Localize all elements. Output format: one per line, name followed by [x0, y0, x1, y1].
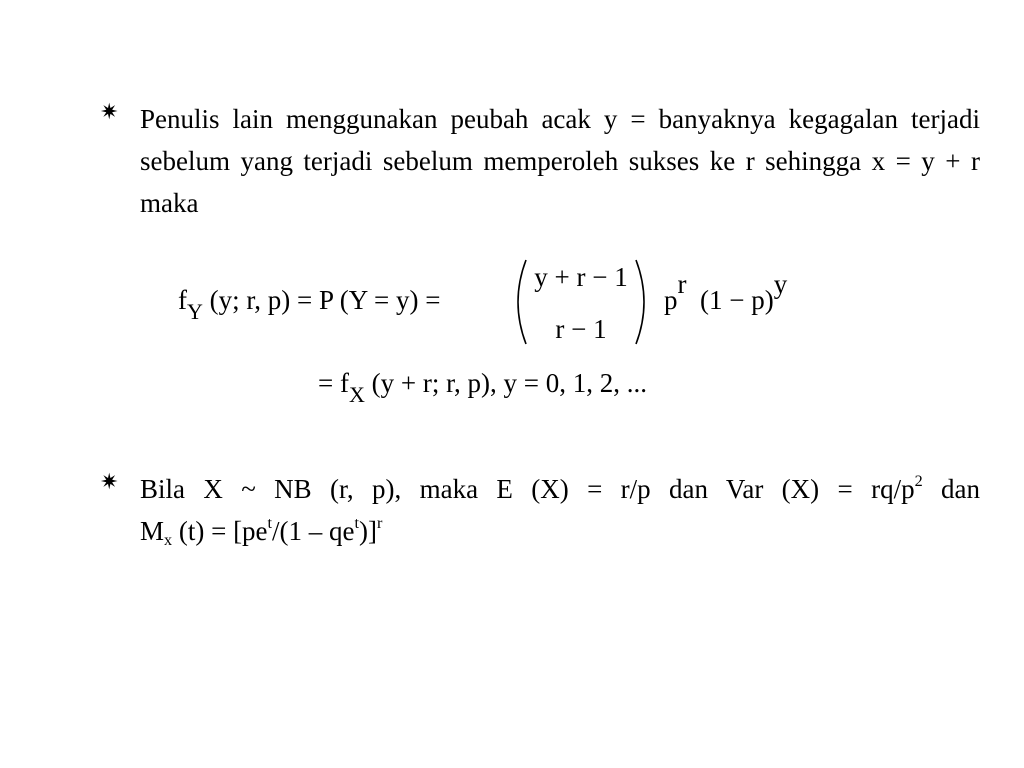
binomial-coefficient: [508, 256, 654, 348]
formula-line-2-subscript: X: [348, 382, 365, 407]
bullet-item-1: [100, 98, 980, 228]
formula-lhs-args: (y; r, p) = P (Y = y) =: [202, 285, 441, 315]
formula-f-subscript: Y: [187, 299, 203, 324]
bullet-2-text: [140, 468, 980, 552]
bullet-1-text: Penulis lain menggunakan peubah acak y = banyaknya kegagalan terjadi sebelum yang terjadi sebelum memperoleh sukses ke r sehingga x = y + r maka: [140, 104, 980, 218]
binomial-top: y + r − 1: [534, 262, 628, 292]
formula-f: f: [178, 285, 187, 315]
formula-line-1: [178, 285, 441, 324]
formula-one-minus-p: (1 − p): [700, 285, 774, 315]
formula-y-exponent: y: [773, 269, 788, 299]
formula-line-2-rest: (y + r; r, p), y = 0, 1, 2, ...: [364, 368, 647, 398]
bullet-2-line-1: Bila X ~ NB (r, p), maka E (X) = r/p dan Var $(X) = rq/p^2$ dan: [140, 471, 981, 504]
bullet-star-icon: ✷: [100, 470, 119, 495]
formula-p-exponent: r: [677, 269, 687, 299]
bullet-star-icon: ✷: [100, 100, 119, 125]
binomial-bottom: r − 1: [555, 314, 607, 344]
formula-p: p: [664, 285, 678, 315]
bullet-item-2: [100, 468, 980, 558]
bullet-2-line-2: $M_x$ $(t) = [pe^t/(1 - qe^t)]^r$: [140, 513, 383, 549]
formula-line-1-right: [664, 269, 788, 315]
formula-line-2: [318, 368, 647, 407]
formula-line-2-eq: = f: [318, 368, 349, 398]
